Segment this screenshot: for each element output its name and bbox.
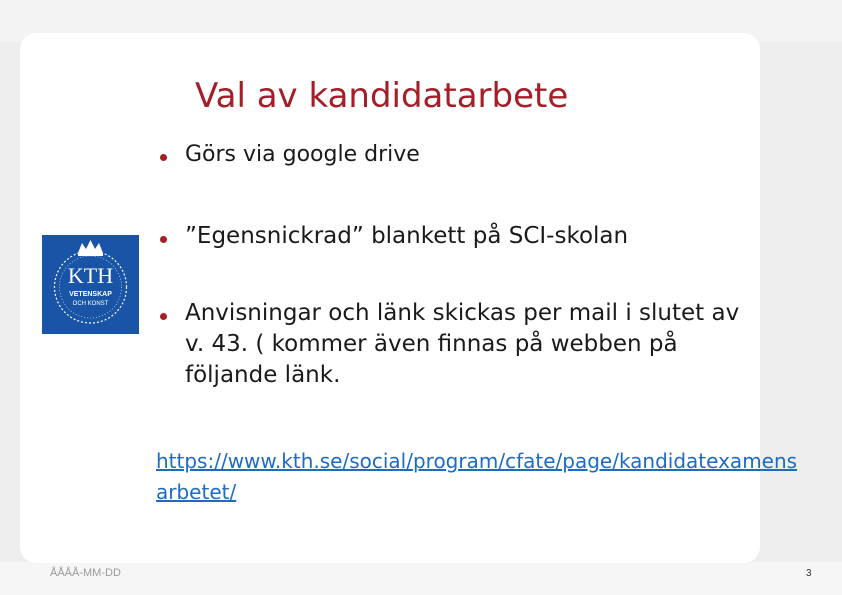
bullet-item (160, 139, 760, 170)
bottom-band (0, 562, 842, 595)
program-link[interactable]: https://www.kth.se/social/program/cfate/page/kandidatexamensarbetet/ (156, 449, 798, 504)
bullet-text: ”Egensnickrad” blankett på SCI-skolan (185, 223, 629, 249)
slide-title: Val av kandidatarbete (195, 76, 569, 116)
bullet-dot-icon (160, 236, 167, 243)
logo-tagline-1: VETENSKAP (69, 291, 112, 298)
page-number: 3 (806, 568, 812, 579)
footer-date: ÅÅÅÅ-MM-DD (50, 567, 121, 579)
logo-tagline-2: OCH KONST (72, 301, 109, 307)
bullet-dot-icon (160, 313, 167, 320)
kth-logo (42, 235, 139, 334)
bullet-dot-icon (160, 154, 167, 161)
bullet-text: Anvisningar och länk skickas per mail i slutet av v. 43. ( kommer även finnas på webben på följande länk. (185, 300, 740, 388)
logo-name: KTH (67, 263, 114, 288)
kth-logo-icon (42, 235, 139, 334)
bullet-item (160, 221, 760, 252)
bullet-text: Görs via google drive (185, 142, 420, 167)
bullet-item (160, 298, 760, 391)
